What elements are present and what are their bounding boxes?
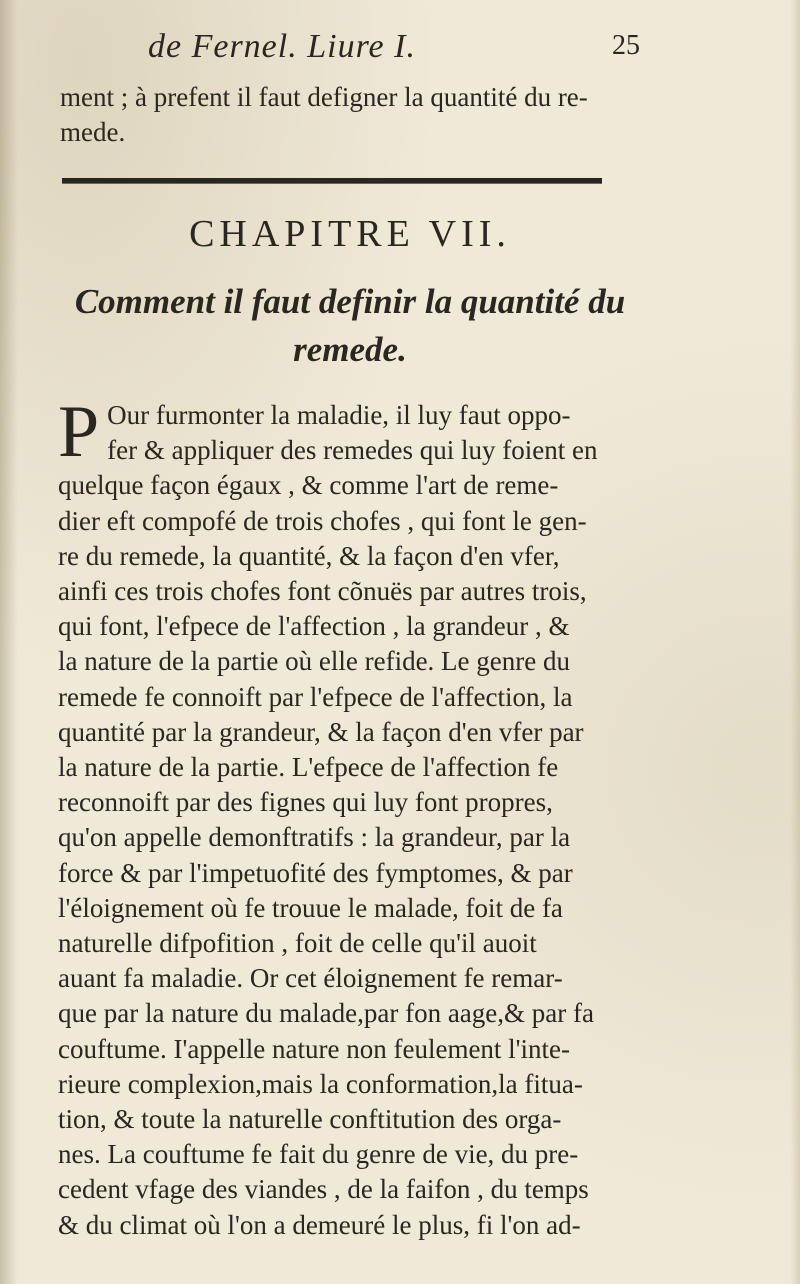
drop-cap: P <box>58 391 100 473</box>
text-line: ainfi ces trois chofes font cõnuës par autres trois, <box>58 576 587 607</box>
text-line: re du remede, la quantité, & la façon d'en vfer, <box>58 540 560 571</box>
text-line: quantité par la grandeur, & la façon d'en vfer par <box>58 716 584 747</box>
text-line: la nature de la partie où elle refide. Le genre du <box>58 646 570 677</box>
text-line: reconnoift par des fignes qui luy font propres, <box>58 787 553 818</box>
text-line: quelque façon égaux , & comme l'art de reme- <box>58 470 559 501</box>
running-title: de Fernel. Liure I. <box>148 28 416 65</box>
section-rule <box>62 178 602 184</box>
text-line: fer & appliquer des remedes qui luy foient en <box>107 435 598 466</box>
text-line: Our furmonter la maladie, il luy faut oppo- <box>107 400 571 430</box>
text-line: mede. <box>60 117 126 147</box>
text-line: naturelle difpofition , foit de celle qu'il auoit <box>58 928 537 959</box>
text-line: qu'on appelle demonftratifs : la grandeur, par la <box>58 822 571 853</box>
text-line: force & par l'impetuofité des fymptomes, & par <box>58 857 573 888</box>
text-line: couftume. I'appelle nature non feulement l'inte- <box>58 1033 571 1064</box>
text-line: nes. La couftume fe fait du genre de vie, du pre- <box>58 1139 579 1170</box>
subtitle-line: remede. <box>293 330 407 369</box>
text-line: & du climat où l'on a demeuré le plus, fi l'on ad- <box>58 1209 581 1240</box>
chapter-heading: CHAPITRE VII. <box>189 213 511 255</box>
text-line: qui font, l'efpece de l'affection , la grandeur , & <box>58 611 570 642</box>
chapter-subtitle <box>60 278 640 374</box>
text-line: dier eft compofé de trois chofes , qui font le gen- <box>58 505 587 536</box>
page-number: 25 <box>612 30 640 61</box>
text-line: rieure complexion,mais la conformation,la fitua- <box>58 1068 583 1099</box>
text-line: tion, & toute la naturelle conftitution des orga- <box>58 1104 562 1135</box>
text-line: la nature de la partie. L'efpece de l'affection fe <box>58 752 559 783</box>
continued-text <box>60 80 640 150</box>
text-line: que par la nature du malade,par fon aage,& par fa <box>58 998 594 1029</box>
subtitle-line: Comment il faut definir la quantité du <box>74 282 626 321</box>
binding-gutter <box>0 0 18 1284</box>
text-line: l'éloignement où fe trouue le malade, foit de fa <box>58 892 563 923</box>
text-line: remede fe connoift par l'efpece de l'affection, la <box>58 681 573 712</box>
page-edge <box>790 0 800 1284</box>
text-line: auant fa maladie. Or cet éloignement fe remar- <box>58 963 563 994</box>
chapter-paragraph <box>58 391 638 1243</box>
text-line: ment ; à prefent il faut defigner la quantité du re- <box>60 82 588 112</box>
running-header <box>60 28 640 78</box>
text-line: cedent vfage des viandes , de la faifon , du temps <box>58 1174 589 1205</box>
